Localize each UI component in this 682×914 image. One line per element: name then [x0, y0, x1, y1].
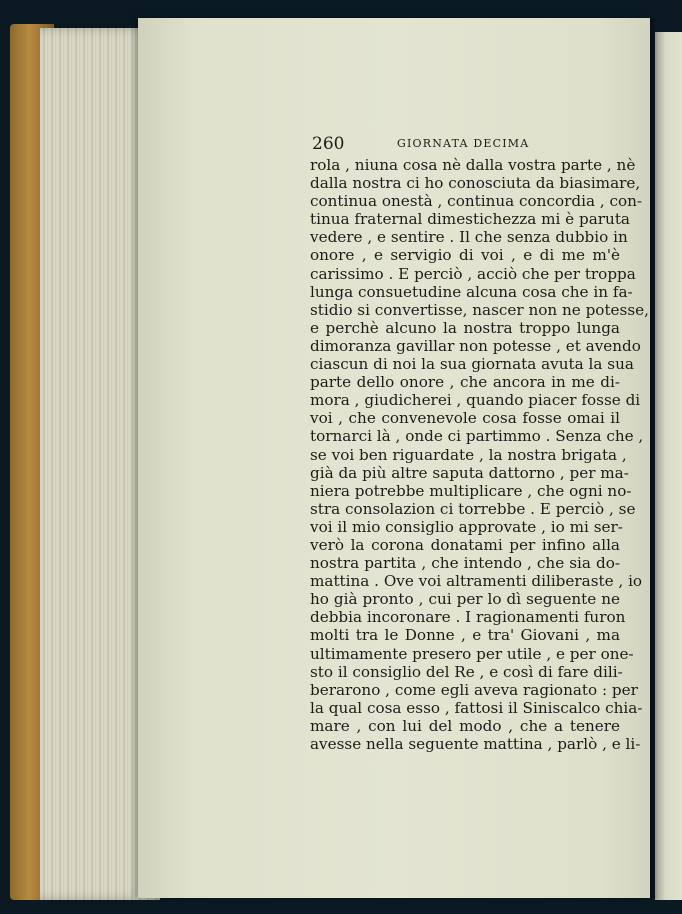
text-line: verò la corona donatami per infino alla [310, 535, 620, 554]
text-line: se voi ben riguardate , la nostra brigata , [310, 445, 627, 464]
page-number: 260 [312, 134, 345, 154]
text-line: lunga consuetudine alcuna cosa che in fa- [310, 282, 633, 301]
text-line: debbia incoronare . I ragionamenti furon [310, 608, 626, 627]
page-text-block [300, 134, 649, 753]
text-line: berarono , come egli aveva ragionato : per [310, 680, 638, 699]
text-line: dalla nostra ci ho conosciuta da biasimare, [310, 174, 641, 193]
text-line: dimoranza gavillar non potesse , et avendo [310, 336, 641, 355]
text-line: rola , niuna cosa nè dalla vostra parte , nè [310, 156, 636, 174]
text-line: ciascun di noi la sua giornata avuta la sua [310, 355, 634, 374]
text-line: sto il consiglio del Re , e così di fare dili- [310, 662, 623, 681]
text-line: tornarci là , onde ci partimmo . Senza che , [310, 427, 644, 446]
body-text [300, 156, 649, 753]
text-line: carissimo . E perciò , acciò che per troppa [310, 264, 636, 283]
text-line: mora , giudicherei , quando piacer fosse di [310, 391, 641, 410]
text-line: nostra partita , che intendo , che sia do- [310, 554, 620, 573]
text-line: vedere , e sentire . Il che senza dubbio in [310, 228, 628, 247]
text-line: e perchè alcuno la nostra troppo lunga [310, 318, 620, 337]
running-head [300, 134, 620, 156]
text-line: stidio si convertisse, nascer non ne potesse, [310, 300, 649, 319]
text-line: molti tra le Donne , e tra' Giovani , ma [310, 626, 620, 645]
text-line: ho già pronto , cui per lo dì seguente ne [310, 590, 620, 609]
text-line: già da più altre saputa dattorno , per ma- [310, 463, 629, 482]
text-line: voi il mio consiglio approvate , io mi ser- [310, 517, 623, 536]
text-line: voi , che convenevole cosa fosse omai il [310, 409, 620, 428]
text-line: mattina . Ove voi altramenti diliberaste , io [310, 572, 643, 591]
text-line: onore , e servigio di voi , e di me m'è [310, 246, 620, 265]
gutter-shadow [650, 18, 658, 898]
text-line: stra consolazion ci torrebbe . E perciò , se [310, 499, 636, 518]
text-line: continua onestà , continua concordia , con- [310, 192, 643, 211]
running-title: GIORNATA DECIMA [397, 137, 530, 150]
text-line: parte dello onore , che ancora in me di- [310, 373, 620, 392]
text-line: niera potrebbe multiplicare , che ogni no- [310, 481, 632, 500]
text-line: la qual cosa esso , fattosi il Siniscalco chia- [310, 698, 643, 717]
text-line: ultimamente presero per utile , e per one- [310, 644, 634, 663]
text-line: avesse nella seguente mattina , parlò , e li- [310, 735, 641, 753]
text-line: mare , con lui del modo , che a tenere [310, 716, 620, 735]
text-line: tinua fraternal dimestichezza mi è paruta [310, 210, 630, 229]
facing-page-edge [655, 32, 682, 900]
